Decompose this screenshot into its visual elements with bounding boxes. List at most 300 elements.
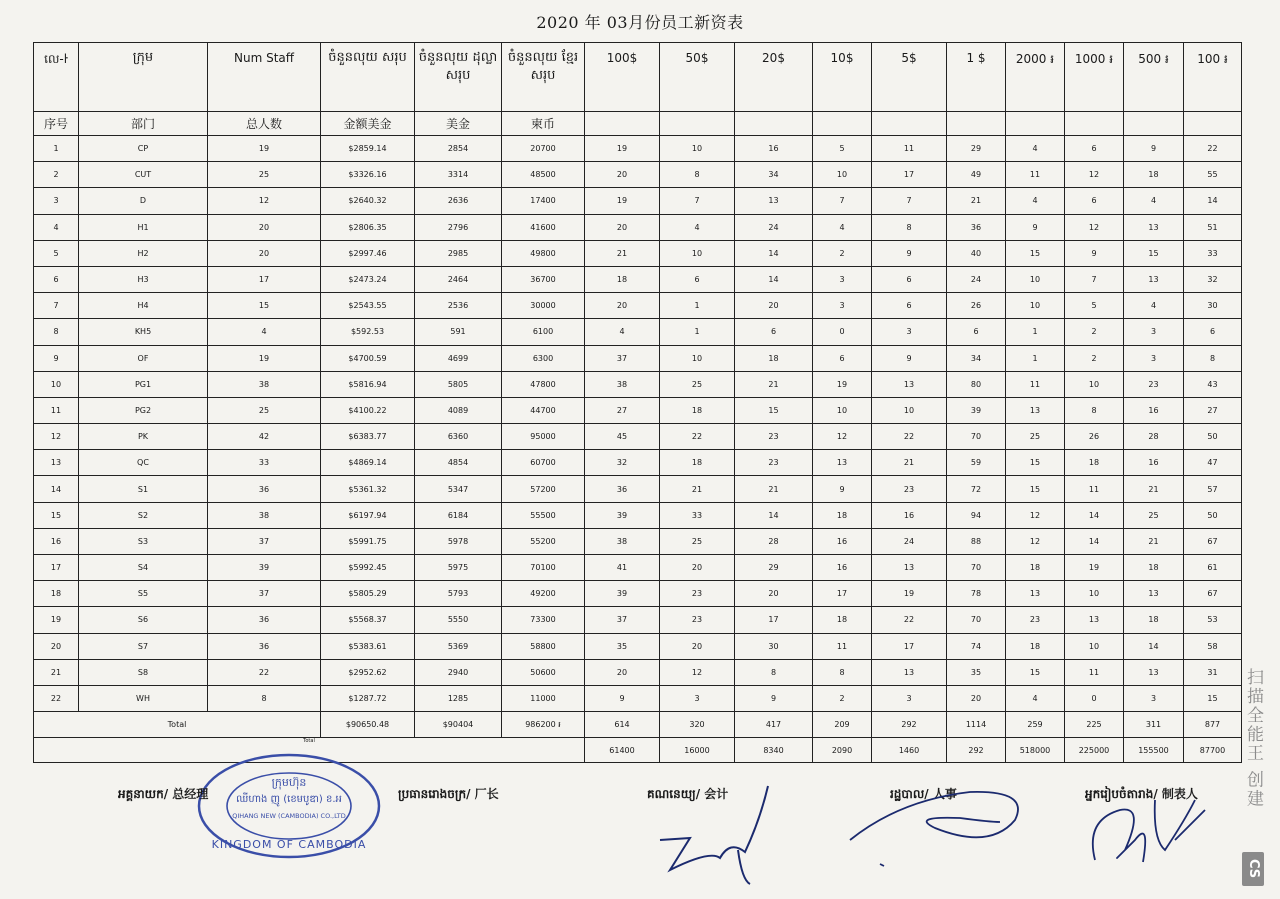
hr-signature (840, 780, 1040, 870)
table-cell: 3 (1124, 345, 1184, 371)
totals-count-cell: 614 (585, 712, 660, 738)
table-cell: 2 (813, 240, 872, 266)
table-cell: 5 (1065, 293, 1124, 319)
header-cell-zh (1006, 112, 1065, 136)
table-cell: 7 (1065, 266, 1124, 292)
table-cell: 5369 (415, 633, 502, 659)
table-cell: 36700 (502, 266, 585, 292)
table-cell: 19 (585, 136, 660, 162)
table-cell: 34 (735, 162, 813, 188)
table-cell: 38 (208, 502, 321, 528)
table-cell: 12 (34, 424, 79, 450)
table-cell: 12 (1006, 502, 1065, 528)
table-cell: 10 (813, 397, 872, 423)
table-cell: 4 (585, 319, 660, 345)
table-cell: $5991.75 (321, 528, 415, 554)
table-cell: 15 (735, 397, 813, 423)
table-cell: 47800 (502, 371, 585, 397)
table-cell: 61 (1184, 555, 1242, 581)
totals-amount-cell: 2090 (813, 738, 872, 763)
table-cell: 12 (660, 659, 735, 685)
table-cell: 4 (660, 214, 735, 240)
scanner-watermark: 扫描全能王 创建 (1243, 668, 1263, 809)
table-cell: 14 (1124, 633, 1184, 659)
table-cell: H4 (79, 293, 208, 319)
table-cell: 1 (1006, 319, 1065, 345)
table-cell: 13 (872, 659, 947, 685)
table-cell: 29 (947, 136, 1006, 162)
table-cell: 36 (208, 633, 321, 659)
header-cell-zh (1124, 112, 1184, 136)
table-cell: 11000 (502, 685, 585, 711)
table-row (34, 659, 1242, 685)
table-cell: PK (79, 424, 208, 450)
table-cell: S4 (79, 555, 208, 581)
table-row (34, 240, 1242, 266)
table-cell: H2 (79, 240, 208, 266)
table-cell: 6 (1065, 188, 1124, 214)
table-cell: 37 (208, 581, 321, 607)
table-cell: 6184 (415, 502, 502, 528)
table-cell: 39 (947, 397, 1006, 423)
header-cell-zh: 美金 (415, 112, 502, 136)
table-cell: 15 (1184, 685, 1242, 711)
table-cell: 22 (660, 424, 735, 450)
table-cell: 57 (1184, 476, 1242, 502)
table-cell: 43 (1184, 371, 1242, 397)
table-cell: 21 (947, 188, 1006, 214)
table-cell: 36 (585, 476, 660, 502)
table-cell: 35 (947, 659, 1006, 685)
table-cell: 3 (660, 685, 735, 711)
table-cell: $592.53 (321, 319, 415, 345)
table-cell: 2 (1065, 319, 1124, 345)
table-cell: 41 (585, 555, 660, 581)
table-cell: $4869.14 (321, 450, 415, 476)
table-cell: 14 (34, 476, 79, 502)
table-cell: 6 (1184, 319, 1242, 345)
table-cell: 4854 (415, 450, 502, 476)
table-cell: 12 (208, 188, 321, 214)
table-row (34, 266, 1242, 292)
table-cell: 6 (34, 266, 79, 292)
table-cell: 11 (1006, 371, 1065, 397)
totals-amount-cell: 61400 (585, 738, 660, 763)
table-cell: 17 (34, 555, 79, 581)
table-cell: 13 (872, 555, 947, 581)
table-cell: 19 (1065, 555, 1124, 581)
table-cell: 2636 (415, 188, 502, 214)
table-cell: 28 (735, 528, 813, 554)
table-cell: 30 (735, 633, 813, 659)
table-cell: 13 (1006, 581, 1065, 607)
totals-count-cell: 1114 (947, 712, 1006, 738)
table-cell: $2997.46 (321, 240, 415, 266)
table-cell: 15 (1124, 240, 1184, 266)
signature-label-hr: រដ្ឋបាល/ 人事 (890, 787, 957, 801)
header-cell-zh: 金额美金 (321, 112, 415, 136)
table-cell: 23 (735, 424, 813, 450)
table-cell: 18 (1006, 555, 1065, 581)
table-cell: $5383.61 (321, 633, 415, 659)
table-cell: 20 (208, 214, 321, 240)
table-row (34, 633, 1242, 659)
header-cell: 10$ (813, 43, 872, 112)
table-cell: 20700 (502, 136, 585, 162)
accountant-signature (650, 780, 790, 890)
table-cell: 16 (1124, 450, 1184, 476)
table-cell: 72 (947, 476, 1006, 502)
table-cell: 5550 (415, 607, 502, 633)
totals-amount-cell: 155500 (1124, 738, 1184, 763)
table-cell: 16 (813, 528, 872, 554)
table-cell: 41600 (502, 214, 585, 240)
header-cell-zh (735, 112, 813, 136)
table-cell: 67 (1184, 581, 1242, 607)
table-cell: 18 (1006, 633, 1065, 659)
table-cell: 14 (1065, 528, 1124, 554)
table-cell: 13 (1124, 659, 1184, 685)
table-cell: 3 (813, 266, 872, 292)
table-cell: 13 (1124, 214, 1184, 240)
table-cell: 25 (660, 528, 735, 554)
table-cell: 10 (813, 162, 872, 188)
table-cell: 13 (1124, 266, 1184, 292)
table-cell: 49 (947, 162, 1006, 188)
table-cell: 3 (872, 319, 947, 345)
header-cell: 1000 ៛ (1065, 43, 1124, 112)
table-cell: 14 (735, 502, 813, 528)
signature-label-preparer: អ្នករៀបចំតារាង/ 制表人 (1085, 787, 1198, 801)
table-cell: 5805 (415, 371, 502, 397)
header-cell: លេ-ŀ (34, 43, 79, 112)
table-cell: 88 (947, 528, 1006, 554)
table-cell: 19 (813, 371, 872, 397)
header-cell: 1 $ (947, 43, 1006, 112)
table-row (34, 319, 1242, 345)
table-cell: 15 (208, 293, 321, 319)
totals-row-counts (34, 712, 1242, 738)
table-cell: 29 (735, 555, 813, 581)
table-cell: 70 (947, 424, 1006, 450)
table-cell: 3 (872, 685, 947, 711)
table-cell: 49200 (502, 581, 585, 607)
table-cell: 11 (1006, 162, 1065, 188)
table-cell: 7 (34, 293, 79, 319)
table-cell: 6 (660, 266, 735, 292)
table-cell: 9 (1124, 136, 1184, 162)
table-cell: 17 (872, 633, 947, 659)
table-cell: 13 (1065, 607, 1124, 633)
table-cell: 9 (34, 345, 79, 371)
payroll-table (33, 42, 1242, 763)
totals-count-cell: 417 (735, 712, 813, 738)
signature-label-factory-director: ប្រធានរោងចក្រ/ 厂长 (398, 787, 499, 801)
table-cell: 8 (872, 214, 947, 240)
table-cell: 33 (660, 502, 735, 528)
table-cell: 6300 (502, 345, 585, 371)
table-cell: 0 (813, 319, 872, 345)
table-cell: 26 (947, 293, 1006, 319)
table-cell: 14 (1184, 188, 1242, 214)
table-cell: 7 (660, 188, 735, 214)
table-cell: 40 (947, 240, 1006, 266)
table-cell: 33 (208, 450, 321, 476)
table-cell: 33 (1184, 240, 1242, 266)
table-row (34, 607, 1242, 633)
table-cell: 5975 (415, 555, 502, 581)
table-cell: 6 (872, 266, 947, 292)
table-cell: 37 (208, 528, 321, 554)
table-cell: 95000 (502, 424, 585, 450)
table-cell: 1 (34, 136, 79, 162)
table-cell: 2796 (415, 214, 502, 240)
header-cell: 2000 ៛ (1006, 43, 1065, 112)
table-cell: 25 (208, 397, 321, 423)
table-row (34, 424, 1242, 450)
table-cell: 20 (585, 293, 660, 319)
table-cell: 13 (1124, 581, 1184, 607)
table-cell: 24 (947, 266, 1006, 292)
table-cell: $5568.37 (321, 607, 415, 633)
table-cell: 51 (1184, 214, 1242, 240)
table-cell: 20 (735, 293, 813, 319)
table-cell: 10 (34, 371, 79, 397)
table-cell: 6 (872, 293, 947, 319)
table-cell: 4 (1006, 685, 1065, 711)
table-cell: 57200 (502, 476, 585, 502)
header-cell-zh: 柬币 (502, 112, 585, 136)
table-cell: D (79, 188, 208, 214)
table-cell: 18 (1124, 162, 1184, 188)
table-cell: 2536 (415, 293, 502, 319)
table-cell: 14 (1065, 502, 1124, 528)
table-cell: 17 (813, 581, 872, 607)
table-row (34, 502, 1242, 528)
table-cell: 22 (872, 424, 947, 450)
table-cell: 74 (947, 633, 1006, 659)
table-cell: 9 (1065, 240, 1124, 266)
header-cell-zh (813, 112, 872, 136)
totals-amount-cell: 8340 (735, 738, 813, 763)
table-cell: 36 (208, 607, 321, 633)
table-cell: 9 (872, 240, 947, 266)
table-cell: CUT (79, 162, 208, 188)
table-cell: 8 (1184, 345, 1242, 371)
totals-count-cell: 209 (813, 712, 872, 738)
table-cell: 18 (585, 266, 660, 292)
table-cell: 59 (947, 450, 1006, 476)
table-cell: 39 (585, 502, 660, 528)
table-cell: 6 (947, 319, 1006, 345)
totals-amount-label: Total (34, 738, 585, 763)
table-cell: 10 (1065, 581, 1124, 607)
table-cell: 6 (813, 345, 872, 371)
header-cell: ក្រុម (79, 43, 208, 112)
totals-khr: 986200 ៛ (502, 712, 585, 738)
table-cell: 10 (1006, 293, 1065, 319)
table-cell: 20 (660, 633, 735, 659)
table-cell: 21 (660, 476, 735, 502)
table-cell: 23 (1124, 371, 1184, 397)
table-cell: 20 (585, 659, 660, 685)
table-row (34, 293, 1242, 319)
table-cell: 24 (735, 214, 813, 240)
header-cell-zh (947, 112, 1006, 136)
table-cell: 3 (813, 293, 872, 319)
table-cell: $4100.22 (321, 397, 415, 423)
table-cell: 7 (872, 188, 947, 214)
table-cell: 4 (208, 319, 321, 345)
table-row (34, 162, 1242, 188)
table-cell: 11 (34, 397, 79, 423)
totals-amount-cell: 292 (947, 738, 1006, 763)
header-cell: ចំនួនលុយ ដុល្លាសរុប (415, 43, 502, 112)
header-cell-zh: 部门 (79, 112, 208, 136)
table-cell: 18 (735, 345, 813, 371)
table-cell: 55500 (502, 502, 585, 528)
table-cell: 4 (1006, 188, 1065, 214)
header-cell: 20$ (735, 43, 813, 112)
table-cell: 17 (872, 162, 947, 188)
table-cell: 50 (1184, 502, 1242, 528)
table-cell: 19 (34, 607, 79, 633)
table-row (34, 136, 1242, 162)
totals-count-cell: 311 (1124, 712, 1184, 738)
totals-label: Total (34, 712, 321, 738)
table-cell: 8 (1065, 397, 1124, 423)
table-cell: $2952.62 (321, 659, 415, 685)
table-cell: 53 (1184, 607, 1242, 633)
table-cell: 24 (872, 528, 947, 554)
stamp-line-4: KINGDOM OF CAMBODIA (211, 838, 367, 851)
table-row (34, 476, 1242, 502)
table-cell: 73300 (502, 607, 585, 633)
table-cell: 38 (585, 528, 660, 554)
table-row (34, 528, 1242, 554)
table-cell: 55200 (502, 528, 585, 554)
table-cell: 50600 (502, 659, 585, 685)
totals-usd-total: $90650.48 (321, 712, 415, 738)
table-cell: 5 (813, 136, 872, 162)
table-cell: 94 (947, 502, 1006, 528)
table-cell: 22 (872, 607, 947, 633)
table-cell: 60700 (502, 450, 585, 476)
table-cell: 1285 (415, 685, 502, 711)
table-cell: 25 (1124, 502, 1184, 528)
table-cell: 10 (872, 397, 947, 423)
table-cell: 2464 (415, 266, 502, 292)
table-cell: 11 (813, 633, 872, 659)
table-row (34, 214, 1242, 240)
table-cell: $2806.35 (321, 214, 415, 240)
table-cell: $5361.32 (321, 476, 415, 502)
table-cell: 4 (1006, 136, 1065, 162)
table-cell: 26 (1065, 424, 1124, 450)
signature-label-accountant: គណនេយ្យ/ 会计 (647, 787, 729, 801)
table-cell: 17 (208, 266, 321, 292)
table-cell: 15 (34, 502, 79, 528)
table-cell: QC (79, 450, 208, 476)
table-cell: S8 (79, 659, 208, 685)
table-cell: 6100 (502, 319, 585, 345)
table-cell: 9 (735, 685, 813, 711)
table-cell: KH5 (79, 319, 208, 345)
page-title: 2020 年 03月份员工新资表 (536, 13, 744, 32)
table-cell: 47 (1184, 450, 1242, 476)
table-cell: S3 (79, 528, 208, 554)
table-cell: 70 (947, 555, 1006, 581)
header-row-secondary (34, 112, 1242, 136)
table-cell: 10 (660, 345, 735, 371)
table-cell: 16 (872, 502, 947, 528)
totals-amount-cell: 1460 (872, 738, 947, 763)
table-cell: $2543.55 (321, 293, 415, 319)
table-cell: 591 (415, 319, 502, 345)
table-cell: S5 (79, 581, 208, 607)
table-cell: S6 (79, 607, 208, 633)
table-cell: 2 (813, 685, 872, 711)
table-cell: 14 (735, 240, 813, 266)
table-cell: 4699 (415, 345, 502, 371)
table-cell: 23 (1006, 607, 1065, 633)
table-cell: 15 (1006, 476, 1065, 502)
totals-amount-cell: 518000 (1006, 738, 1065, 763)
table-cell: 28 (1124, 424, 1184, 450)
table-cell: 1 (660, 293, 735, 319)
table-cell: 10 (660, 136, 735, 162)
header-cell-zh (872, 112, 947, 136)
table-cell: 27 (1184, 397, 1242, 423)
table-cell: 55 (1184, 162, 1242, 188)
table-cell: 16 (1124, 397, 1184, 423)
table-cell: $1287.72 (321, 685, 415, 711)
table-cell: $6383.77 (321, 424, 415, 450)
table-row (34, 555, 1242, 581)
table-cell: 9 (585, 685, 660, 711)
table-cell: 42 (208, 424, 321, 450)
table-cell: PG1 (79, 371, 208, 397)
table-cell: 21 (735, 476, 813, 502)
table-cell: 13 (813, 450, 872, 476)
table-cell: $2859.14 (321, 136, 415, 162)
table-cell: CP (79, 136, 208, 162)
header-cell-zh (660, 112, 735, 136)
table-cell: 12 (1065, 162, 1124, 188)
table-cell: 22 (1184, 136, 1242, 162)
table-cell: 16 (34, 528, 79, 554)
table-row (34, 685, 1242, 711)
table-cell: 17 (735, 607, 813, 633)
header-cell: 5$ (872, 43, 947, 112)
table-row (34, 397, 1242, 423)
stamp-line-3: QIHANG NEW (CAMBODIA) CO.,LTD (232, 812, 346, 820)
header-row-primary (34, 43, 1242, 112)
header-cell-zh (585, 112, 660, 136)
table-cell: 13 (735, 188, 813, 214)
header-cell: 100$ (585, 43, 660, 112)
scanner-logo: CS (1242, 852, 1264, 886)
table-cell: 10 (1065, 371, 1124, 397)
table-cell: 4 (34, 214, 79, 240)
header-cell-zh: 序号 (34, 112, 79, 136)
table-cell: 13 (34, 450, 79, 476)
table-cell: 15 (1006, 240, 1065, 266)
table-cell: 30000 (502, 293, 585, 319)
header-cell-zh (1184, 112, 1242, 136)
header-cell-zh (1065, 112, 1124, 136)
table-cell: 19 (208, 345, 321, 371)
